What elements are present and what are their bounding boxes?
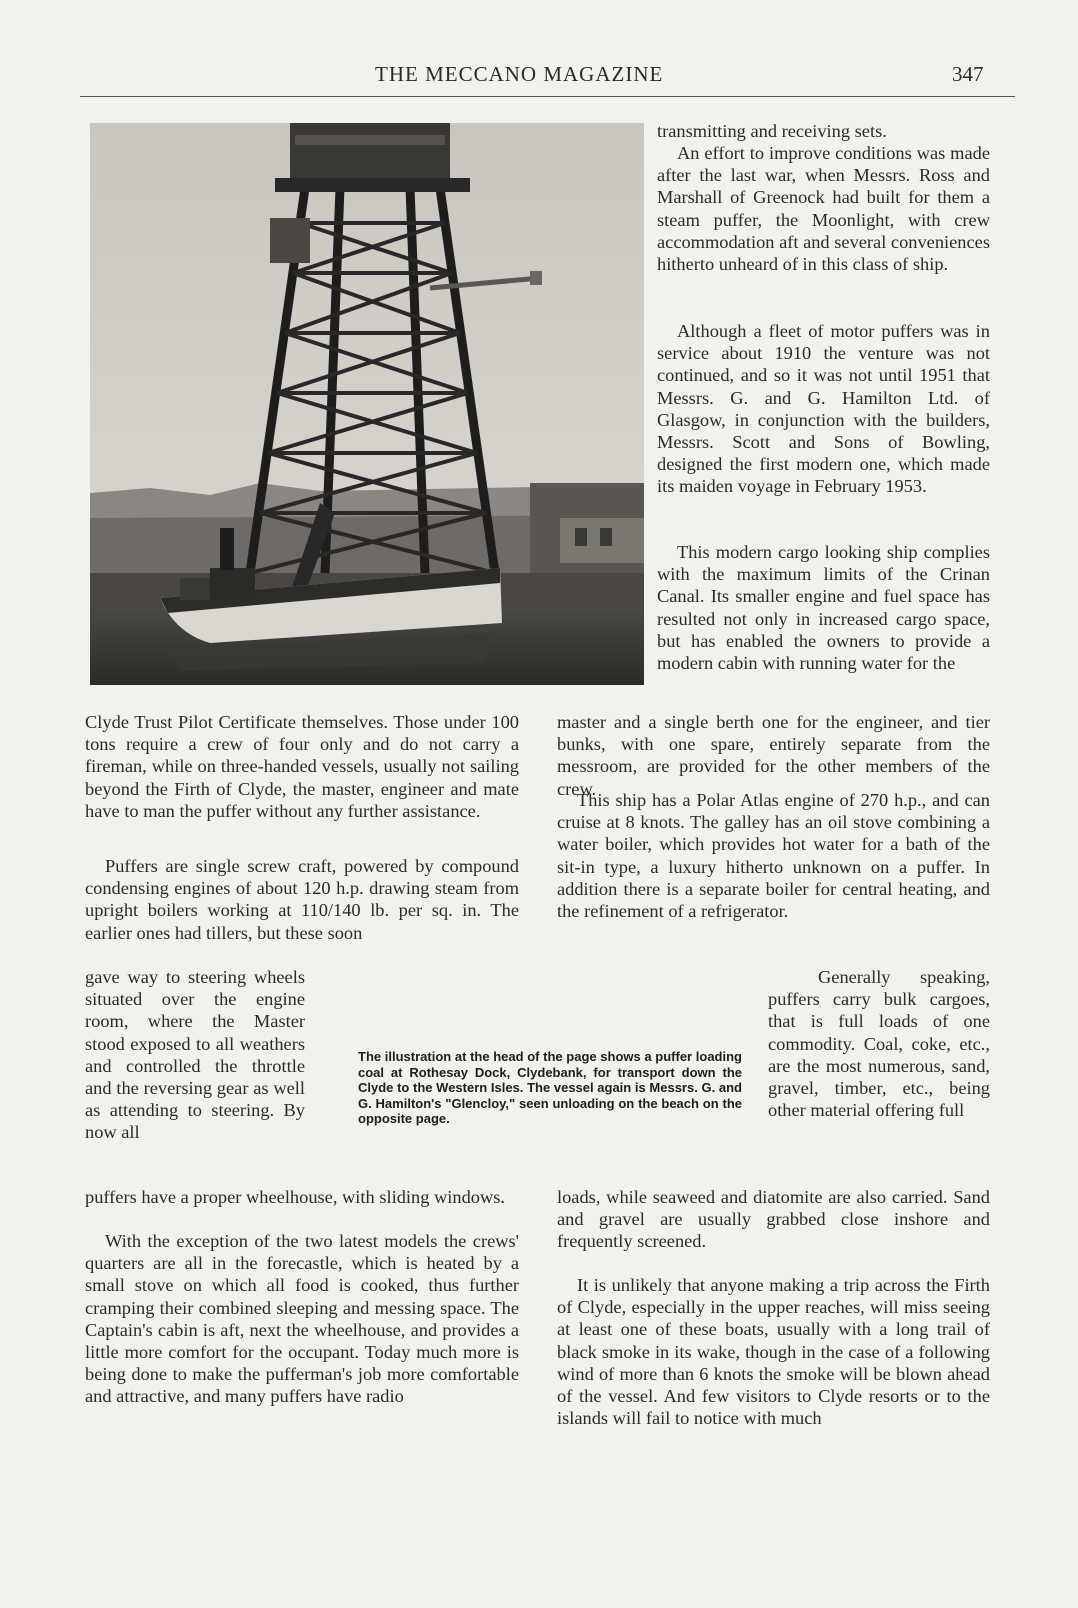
coal-hoist-photo-icon bbox=[90, 123, 644, 685]
magazine-title: THE MECCANO MAGAZINE bbox=[375, 62, 664, 86]
right-para-6a: Generally speaking, puffers carry bulk cargoes, that is full loads of one commodity. Coal, coke, etc., are the most numerous, sand, gravel, timber, etc., being other material offering full bbox=[768, 967, 990, 1121]
photo-caption: The illustration at the head of the page shows a puffer loading coal at Rothesay Dock, Clydebank, for transport down the Clyde to the Western Isles. The vessel again is Messrs. G. and G. Hamilton's "Glencloy," seen unloading on the beach on the opposite page. bbox=[358, 1049, 742, 1127]
left-para-2b: gave way to steering wheels situated over the engine room, where the Master stood exposed to all weathers and controlled the throttle and the reversing gear as well as attending to steering. By now all bbox=[85, 967, 305, 1143]
right-para-4b: master and a single berth one for the engineer, and tier bunks, with one spare, entirely separate from the messroom, are provided for the other members of the crew. bbox=[557, 712, 990, 799]
coal-hoist-photo bbox=[90, 123, 644, 685]
right-para-2: An effort to improve conditions was made after the last war, when Messrs. Ross and Marshall of Greenock had built for them a steam puffer, the Moonlight, with crew accommodation aft and several conveniences hitherto unheard of in this class of ship. bbox=[657, 143, 990, 275]
page-number: 347 bbox=[952, 62, 984, 86]
left-para-2a: Puffers are single screw craft, powered by compound condensing engines of about 120 h.p. drawing steam from upright boilers working at 110/140 lb. per sq. in. The earlier ones had tillers, but these soon bbox=[85, 856, 519, 943]
right-para-7: It is unlikely that anyone making a trip across the Firth of Clyde, especially in the upper reaches, will miss seeing at least one of these boats, usually with a long trail of black smoke in its wake, though in the case of a following wind of more than 6 knots the smoke will be blown ahead of the vessel. And few visitors to Clyde resorts or to the islands will fail to notice with much bbox=[557, 1275, 990, 1429]
right-para-3: Although a fleet of motor puffers was in service about 1910 the venture was not continued, and so it was not until 1951 that Messrs. G. and G. Hamilton Ltd. of Glasgow, in conjunction with the builders, Messrs. Scott and Sons of Bowling, designed the first modern one, which made its maiden voyage in February 1953. bbox=[657, 321, 990, 497]
left-para-3: With the exception of the two latest models the crews' quarters are all in the forecastle, which is heated by a small stove on which all food is cooked, thus further cramping their combined sleeping and messing space. The Captain's cabin is aft, next the wheelhouse, and provides a little more comfort for the occupant. Today much more is being done to make the pufferman's job more comfortable and attractive, and many puffers have radio bbox=[85, 1231, 519, 1407]
header-rule bbox=[80, 96, 1015, 97]
right-para-6b: loads, while seaweed and diatomite are also carried. Sand and gravel are usually grabbed close inshore and frequently screened. bbox=[557, 1187, 990, 1252]
left-para-2c: puffers have a proper wheelhouse, with sliding windows. bbox=[85, 1187, 506, 1207]
right-para-5: This ship has a Polar Atlas engine of 270 h.p., and can cruise at 8 knots. The galley has an oil stove combining a water boiler, which provides hot water for a bath of the sit-in type, a luxury hitherto unknown on a puffer. In addition there is a separate boiler for central heating, and the refinement of a refrigerator. bbox=[557, 790, 990, 922]
left-para-1: Clyde Trust Pilot Certificate themselves. Those under 100 tons require a crew of four only and do not carry a fireman, while on three-handed vessels, usually not sailing beyond the Firth of Clyde, the master, engineer and mate have to man the puffer without any further assistance. bbox=[85, 712, 519, 821]
right-para-1: transmitting and receiving sets. bbox=[657, 121, 887, 141]
right-para-4a: This modern cargo looking ship complies with the maximum limits of the Crinan Canal. Its smaller engine and fuel space has resulted not only in increased cargo space, but has enabled the owners to provide a modern cabin with running water for the bbox=[657, 542, 990, 674]
